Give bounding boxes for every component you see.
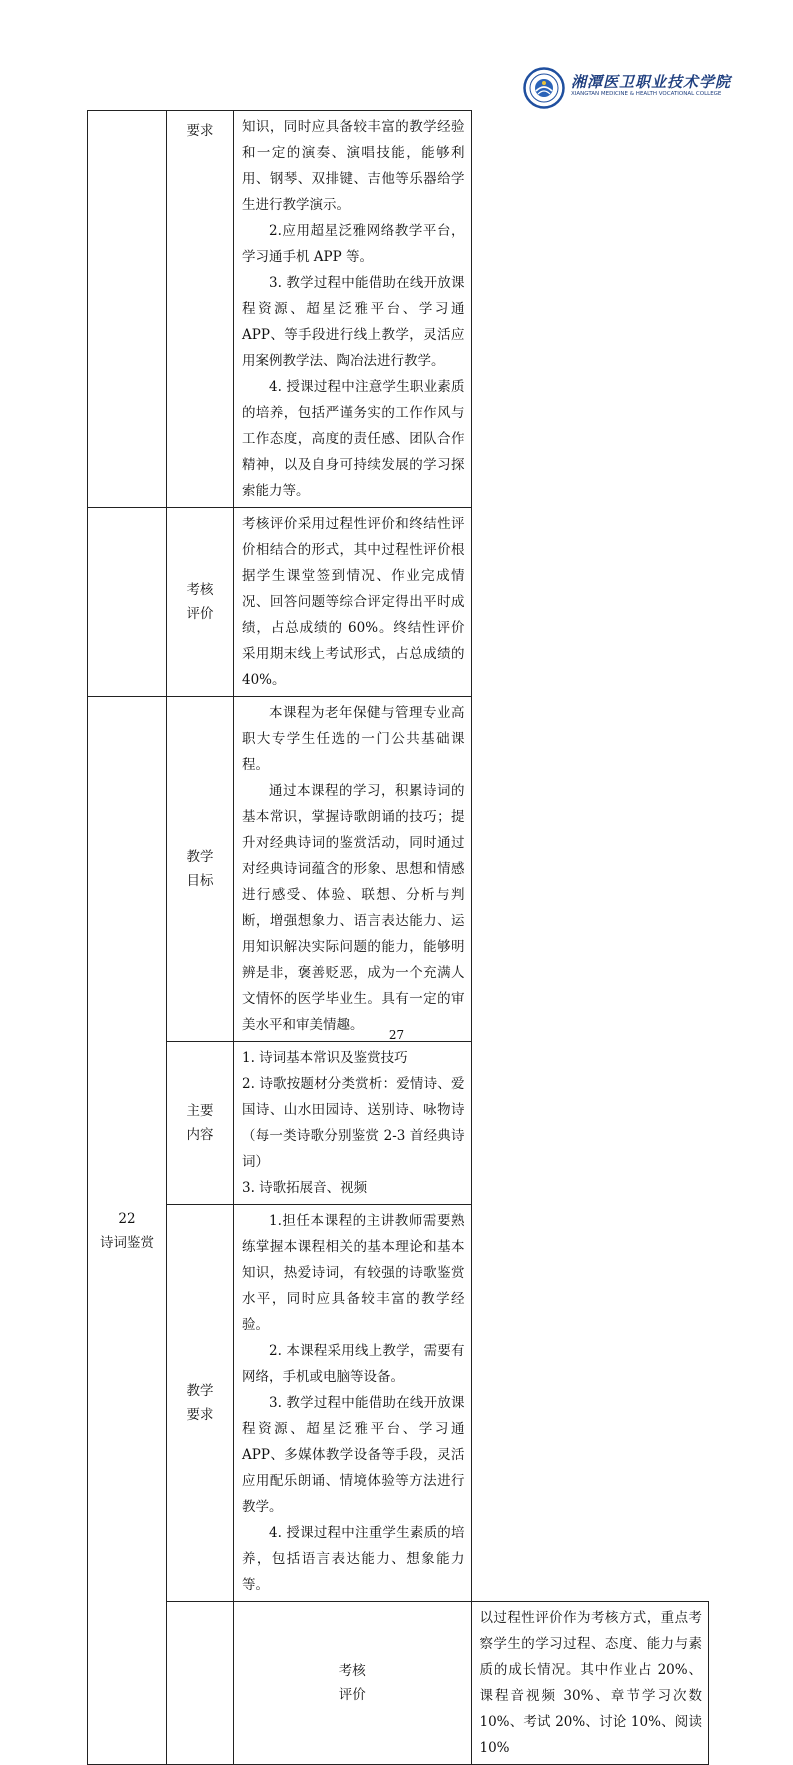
table-row	[88, 1602, 709, 1765]
row-label	[167, 697, 234, 1042]
row-label	[167, 1042, 234, 1205]
row-content	[234, 1205, 472, 1602]
college-emblem-icon	[523, 67, 565, 109]
label-text: 目标	[186, 873, 214, 889]
college-name: 湘潭医卫职业技术学院	[571, 73, 732, 91]
course-cell-empty	[167, 1602, 234, 1765]
paragraph: 4. 授课过程中注意学生职业素质的培养，包括严谨务实的工作作风与工作态度，高度的责任感、团队合作精神，以及自身可持续发展的学习探索能力等。	[242, 379, 465, 499]
label-text: 考核	[338, 1663, 366, 1679]
label-text: 主要	[186, 1103, 214, 1119]
row-label	[167, 1205, 234, 1602]
table-row	[88, 1205, 709, 1602]
course-cell-empty	[88, 111, 167, 508]
label-text: 评价	[338, 1687, 366, 1703]
label-text: 内容	[186, 1127, 214, 1143]
label-text: 要求	[186, 1407, 214, 1423]
table-row	[88, 508, 709, 697]
paragraph: 2.应用超星泛雅网络教学平台，学习通手机 APP 等。	[242, 223, 465, 265]
label-text: 要求	[186, 123, 214, 139]
page-number: 27	[388, 1028, 405, 1042]
row-content	[234, 508, 472, 697]
paragraph: 1.担任本课程的主讲教师需要熟练掌握本课程相关的基本理论和基本知识，热爱诗词，有较强的诗歌鉴赏水平，同时应具备较丰富的教学经验。	[242, 1213, 465, 1333]
paragraph: 本课程为老年保健与管理专业高职大专学生任选的一门公共基础课程。	[242, 705, 465, 773]
course-cell-empty	[88, 508, 167, 697]
row-label	[167, 111, 234, 508]
row-content	[471, 1602, 709, 1765]
list-item: 1. 诗词基本常识及鉴赏技巧	[242, 1050, 408, 1066]
row-content	[234, 697, 472, 1042]
course-table	[87, 110, 709, 1765]
row-content	[234, 1042, 472, 1205]
label-text: 考核	[186, 582, 214, 598]
label-text: 评价	[186, 606, 214, 622]
course-number: 22	[118, 1210, 136, 1227]
course-title-cell	[88, 697, 167, 1765]
row-label	[167, 508, 234, 697]
course-name: 诗词鉴赏	[100, 1234, 154, 1251]
list-item: 3. 诗歌拓展音、视频	[242, 1180, 368, 1196]
list-item: 2. 诗歌按题材分类赏析：爱情诗、爱国诗、山水田园诗、送别诗、咏物诗（每一类诗歌分别鉴赏 2-3 首经典诗词）	[242, 1076, 465, 1170]
paragraph: 知识，同时应具备较丰富的教学经验和一定的演奏、演唱技能，能够利用、钢琴、双排键、吉他等乐器给学生进行教学演示。	[242, 119, 465, 213]
label-text: 教学	[186, 1383, 214, 1399]
table-row	[88, 697, 709, 1042]
paragraph: 4. 授课过程中注重学生素质的培养，包括语言表达能力、想象能力等。	[242, 1525, 465, 1593]
paragraph: 2. 本课程采用线上教学，需要有网络，手机或电脑等设备。	[242, 1343, 465, 1385]
paragraph: 通过本课程的学习，积累诗词的基本常识，掌握诗歌朗诵的技巧；提升对经典诗词的鉴赏活动，同时通过对经典诗词蕴含的形象、思想和情感进行感受、体验、联想、分析与判断，增强想象力、语言表达能力、运用知识解决实际问题的能力，能够明辨是非，褒善贬恶，成为一个充满人文情怀的医学毕业生。具有一定的审美水平和审美情趣。	[242, 783, 465, 1033]
paragraph: 以过程性评价作为考核方式，重点考察学生的学习过程、态度、能力与素质的成长情况。其中作业占 20%、课程音视频 30%、章节学习次数 10%、考试 20%、讨论 10%、阅读 10%	[479, 1610, 702, 1756]
row-content	[234, 111, 472, 508]
college-english-name: XIANGTAN MEDICINE & HEALTH VOCATIONAL COLLEGE	[571, 91, 722, 97]
row-label	[234, 1602, 472, 1765]
table-row	[88, 1042, 709, 1205]
table-row	[88, 111, 709, 508]
paragraph: 3. 教学过程中能借助在线开放课程资源、超星泛雅平台、学习通 APP、等手段进行线上教学，灵活应用案例教学法、陶冶法进行教学。	[242, 275, 465, 369]
college-logo	[521, 65, 732, 111]
paragraph: 考核评价采用过程性评价和终结性评价相结合的形式，其中过程性评价根据学生课堂签到情况、作业完成情况、回答问题等综合评定得出平时成绩，占总成绩的 60%。终结性评价采用期末线上考试形式，占总成绩的 40%。	[242, 516, 465, 688]
label-text: 教学	[186, 849, 214, 865]
paragraph: 3. 教学过程中能借助在线开放课程资源、超星泛雅平台、学习通 APP、多媒体教学设备等手段，灵活应用配乐朗诵、情境体验等方法进行教学。	[242, 1395, 465, 1515]
